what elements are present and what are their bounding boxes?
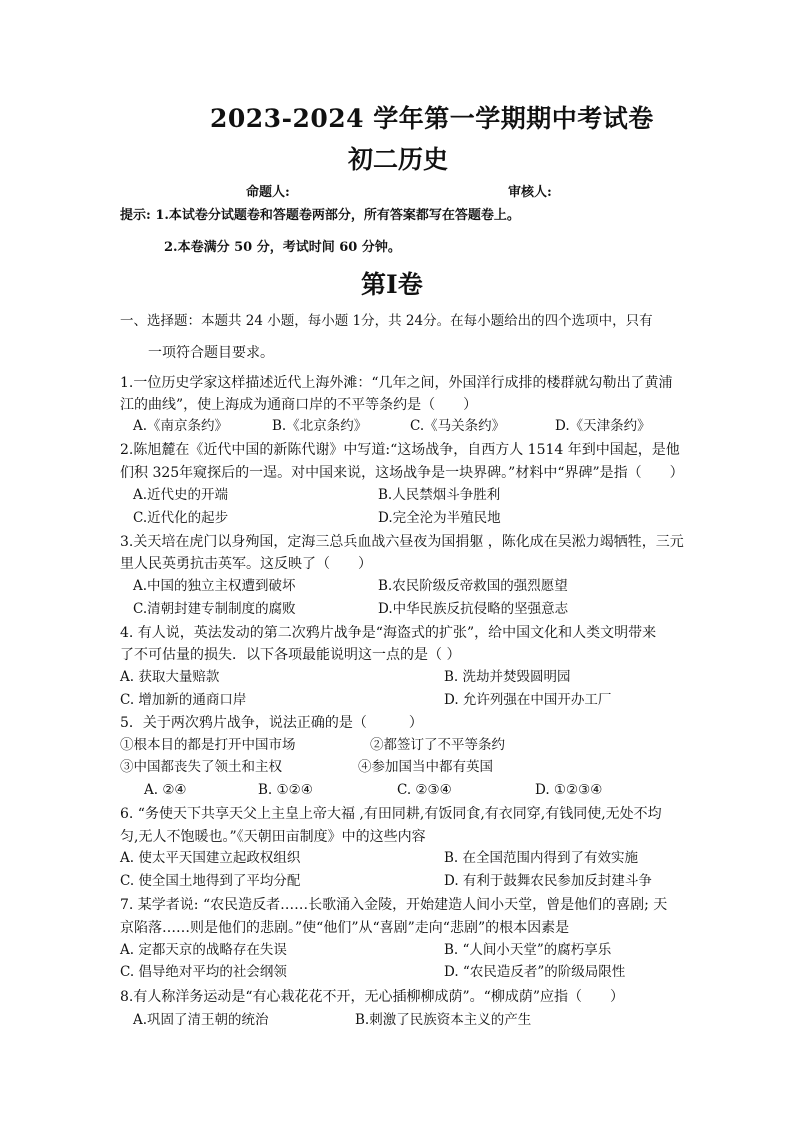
question-5-option-b: B. ①②④ bbox=[258, 782, 313, 798]
question-1-option-b: B.《北京条约》 bbox=[272, 418, 368, 434]
question-5-option-d: D. ①②③④ bbox=[535, 782, 603, 798]
question-4-line-1: 4. 有人说，英法发动的第二次鸦片战争是“海盗式的扩张”，给中国文化和人类文明带来 bbox=[120, 625, 657, 641]
question-7-option-d: D. “农民造反者”的阶级局限性 bbox=[444, 964, 626, 980]
question-3-line-2: 里人民英勇抗击英军。这反映了（ ） bbox=[120, 556, 372, 572]
question-8-option-a: A.巩固了清王朝的统治 bbox=[133, 1012, 269, 1028]
question-4-option-a: A. 获取大量赔款 bbox=[120, 669, 220, 685]
question-2-option-b: B.人民禁烟斗争胜利 bbox=[378, 487, 501, 503]
question-5-option-c: C. ②③④ bbox=[397, 782, 452, 798]
question-6-option-c: C. 使全国土地得到了平均分配 bbox=[120, 873, 301, 889]
volume-title: 第Ⅰ卷 bbox=[361, 270, 423, 299]
question-3-option-a: A.中国的独立主权遭到破坏 bbox=[133, 578, 296, 594]
question-2-option-a: A.近代史的开端 bbox=[133, 487, 229, 503]
question-7-line-1: 7. 某学者说: “农民造反者……长歌涌入金陵，开始建造人间小天堂，曾是他们的喜剧; 天 bbox=[120, 897, 668, 913]
question-1-line-2: 江的曲线”，使上海成为通商口岸的不平等条约是（ ） bbox=[120, 397, 478, 413]
question-7-option-c: C. 倡导绝对平均的社会纲领 bbox=[120, 964, 287, 980]
question-8-line-1: 8.有人称洋务运动是“有心栽花花不开，无心插柳柳成荫”。“柳成荫”应指（ ） bbox=[120, 989, 624, 1005]
question-5-option-a: A. ②④ bbox=[144, 782, 187, 798]
question-2-line-2: 们积 325年窥探后的一逞。对中国来说，这场战争是一块界碑。”材料中“界碑”是指（ ） bbox=[120, 465, 684, 481]
question-2-option-d: D.完全沦为半殖民地 bbox=[378, 510, 501, 526]
question-1-option-c: C.《马关条约》 bbox=[410, 418, 506, 434]
reviewer-label: 审核人: bbox=[508, 185, 552, 200]
question-6-option-a: A. 使太平天国建立起政权组织 bbox=[120, 850, 301, 866]
question-1-option-a: A.《南京条约》 bbox=[133, 418, 229, 434]
question-5-line-1: 5．关于两次鸦片战争，说法正确的是（ ） bbox=[120, 715, 423, 731]
question-6-line-2: 匀,无人不饱暖也。”《天朝田亩制度》中的这些内容 bbox=[120, 829, 426, 845]
section-heading: 一、选择题：本题共 24 小题，每小题 1分，共 24分。在每小题给出的四个选项中，只有 bbox=[120, 313, 653, 329]
author-label: 命题人: bbox=[246, 185, 290, 200]
question-3-option-b: B.农民阶级反帝救国的强烈愿望 bbox=[378, 578, 568, 594]
question-1-line-1: 1.一位历史学家这样描述近代上海外滩：“几年之间，外国洋行成排的楼群就勾勒出了黄浦 bbox=[120, 375, 673, 391]
question-2-line-1: 2.陈旭麓在《近代中国的新陈代谢》中写道:“这场战争，自西方人 1514 年到中国起，是他 bbox=[120, 442, 680, 458]
question-8-option-b: B.刺激了民族资本主义的产生 bbox=[355, 1012, 532, 1028]
question-4-option-c: C. 增加新的通商口岸 bbox=[120, 692, 247, 708]
question-3-option-d: D.中华民族反抗侵略的坚强意志 bbox=[378, 601, 569, 617]
question-1-option-d: D.《天津条约》 bbox=[555, 418, 651, 434]
question-7-option-a: A. 定都天京的战略存在失误 bbox=[120, 942, 287, 958]
section-heading-cont: 一项符合题目要求。 bbox=[148, 345, 274, 361]
question-7-line-2: 京陷落……则是他们的悲剧。”使“他们”从“喜剧”走向“悲剧”的根本因素是 bbox=[120, 920, 570, 936]
question-6-option-d: D. 有利于鼓舞农民参加反封建斗争 bbox=[444, 873, 652, 889]
question-4-option-b: B. 洗劫并焚毁圆明园 bbox=[444, 669, 571, 685]
question-3-option-c: C.清朝封建专制制度的腐败 bbox=[133, 601, 296, 617]
question-4-option-d: D. 允许列强在中国开办工厂 bbox=[444, 692, 612, 708]
question-6-option-b: B. 在全国范围内得到了有效实施 bbox=[444, 850, 639, 866]
question-3-line-1: 3.关天培在虎门以身殉国，定海三总兵血战六昼夜为国捐躯 ，陈化成在吴淞力竭牺牲，三元 bbox=[120, 534, 684, 550]
note-2: 2.本卷满分 50 分，考试时间 60 分钟。 bbox=[164, 240, 401, 255]
note-1: 提示: 1.本试卷分试题卷和答题卷两部分，所有答案都写在答题卷上。 bbox=[120, 208, 520, 223]
question-6-line-1: 6. “务使天下共享天父上主皇上帝大福 ,有田同耕,有饭同食,有衣同穿,有钱同使,无处不均 bbox=[120, 806, 662, 822]
question-5-statement-4: ④参加国当中都有英国 bbox=[358, 759, 493, 775]
question-5-statement-2: ②都签订了不平等条约 bbox=[370, 737, 505, 753]
exam-title: 2023-2024 学年第一学期期中考试卷 bbox=[210, 104, 654, 133]
question-2-option-c: C.近代化的起步 bbox=[133, 510, 229, 526]
question-5-statement-1: ①根本目的都是打开中国市场 bbox=[120, 737, 296, 753]
question-7-option-b: B. “人间小天堂”的腐朽享乐 bbox=[444, 942, 612, 958]
question-4-line-2: 了不可估量的损失．以下各项最能说明这一点的是（ ） bbox=[120, 647, 461, 663]
question-5-statement-3: ③中国都丧失了领土和主权 bbox=[120, 759, 282, 775]
exam-subject: 初二历史 bbox=[348, 145, 449, 174]
